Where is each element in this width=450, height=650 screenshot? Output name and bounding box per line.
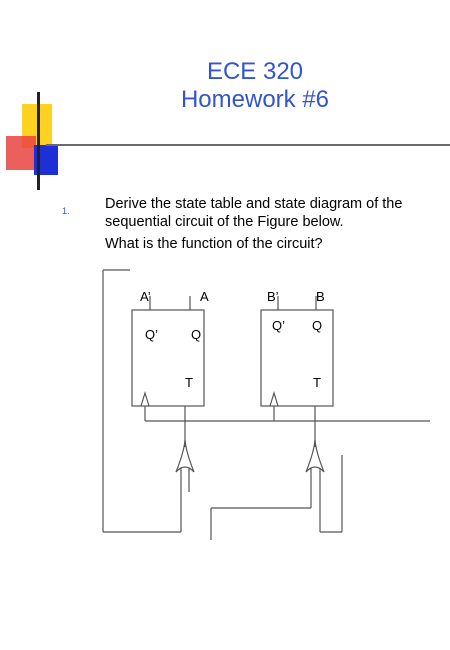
question-followup: What is the function of the circuit? [105, 236, 323, 252]
ff-a-qbar-label: Q’ [145, 327, 158, 342]
ff-a-output-label: A [200, 289, 209, 304]
title-line-1: ECE 320 [206, 58, 304, 85]
clock-triangle-a [141, 393, 149, 406]
ff-b-q-label: Q [312, 318, 323, 333]
ff-b-t-label: T [313, 375, 321, 390]
flip-flop-a [132, 310, 204, 406]
clock-triangle-b [270, 393, 278, 406]
ff-b-qbar-label: Q’ [272, 318, 285, 333]
ff-b-output-label: B [316, 289, 325, 304]
ff-a-q-label: Q [191, 327, 202, 342]
ff-a-output-bar-label: A’ [140, 289, 151, 304]
ff-b-output-bar-label: B’ [267, 289, 279, 304]
question-text: Derive the state table and state diagram of the sequential circuit of the Figure below. [105, 196, 403, 230]
question-number: 1. [62, 206, 70, 216]
ff-a-t-label: T [185, 375, 193, 390]
title-line-2: Homework #6 [180, 86, 330, 113]
